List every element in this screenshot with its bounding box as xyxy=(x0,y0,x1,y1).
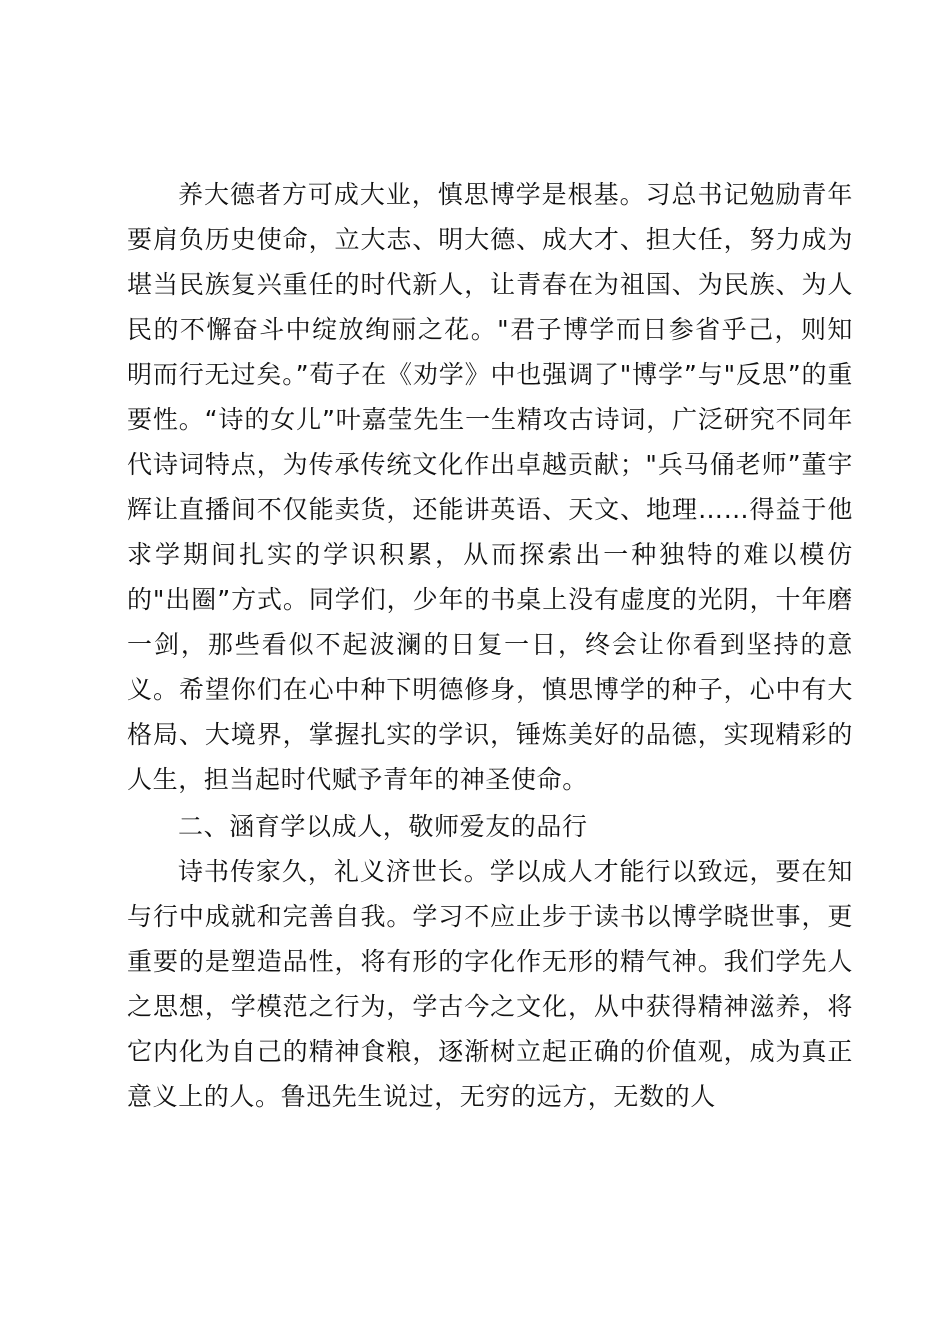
section-paragraph: 诗书传家久，礼义济世长。学以成人才能行以致远，要在知与行中成就和完善自我。学习不应止步于读书以博学晓世事，更重要的是塑造品性，将有形的字化作无形的精气神。我们学先人之思想，学模范之行为，学古今之文化，从中获得精神滋养，将它内化为自己的精神食粮，逐渐树立起正确的价值观，成为真正意义上的人。鲁迅先生说过，无穷的远方，无数的人 xyxy=(127,857,853,1111)
document-body xyxy=(127,172,853,1119)
body-paragraph: 养大德者方可成大业，慎思博学是根基。习总书记勉励青年要肩负历史使命，立大志、明大德、成大才、担大任，努力成为堪当民族复兴重任的时代新人，让青春在为祖国、为民族、为人民的不懈奋斗中绽放绚丽之花。"君子博学而日参省乎己，则知明而行无过矣。”荀子在《劝学》中也强调了"博学”与"反思”的重要性。“诗的女儿”叶嘉莹先生一生精攻古诗词，广泛研究不同年代诗词特点，为传承传统文化作出卓越贡献；"兵马俑老师”董宇辉让直播间不仅能卖货，还能讲英语、天文、地理……得益于他求学期间扎实的学识积累，从而探索出一种独特的难以模仿的"出圈”方式。同学们，少年的书桌上没有虚度的光阴，十年磨一剑，那些看似不起波澜的日复一日，终会让你看到坚持的意义。希望你们在心中种下明德修身，慎思博学的种子，心中有大格局、大境界，掌握扎实的学识，锤炼美好的品德，实现精彩的人生，担当起时代赋予青年的神圣使命。 xyxy=(127,180,853,794)
section-heading: 二、涵育学以成人，敬师爱友的品行 xyxy=(178,812,588,841)
